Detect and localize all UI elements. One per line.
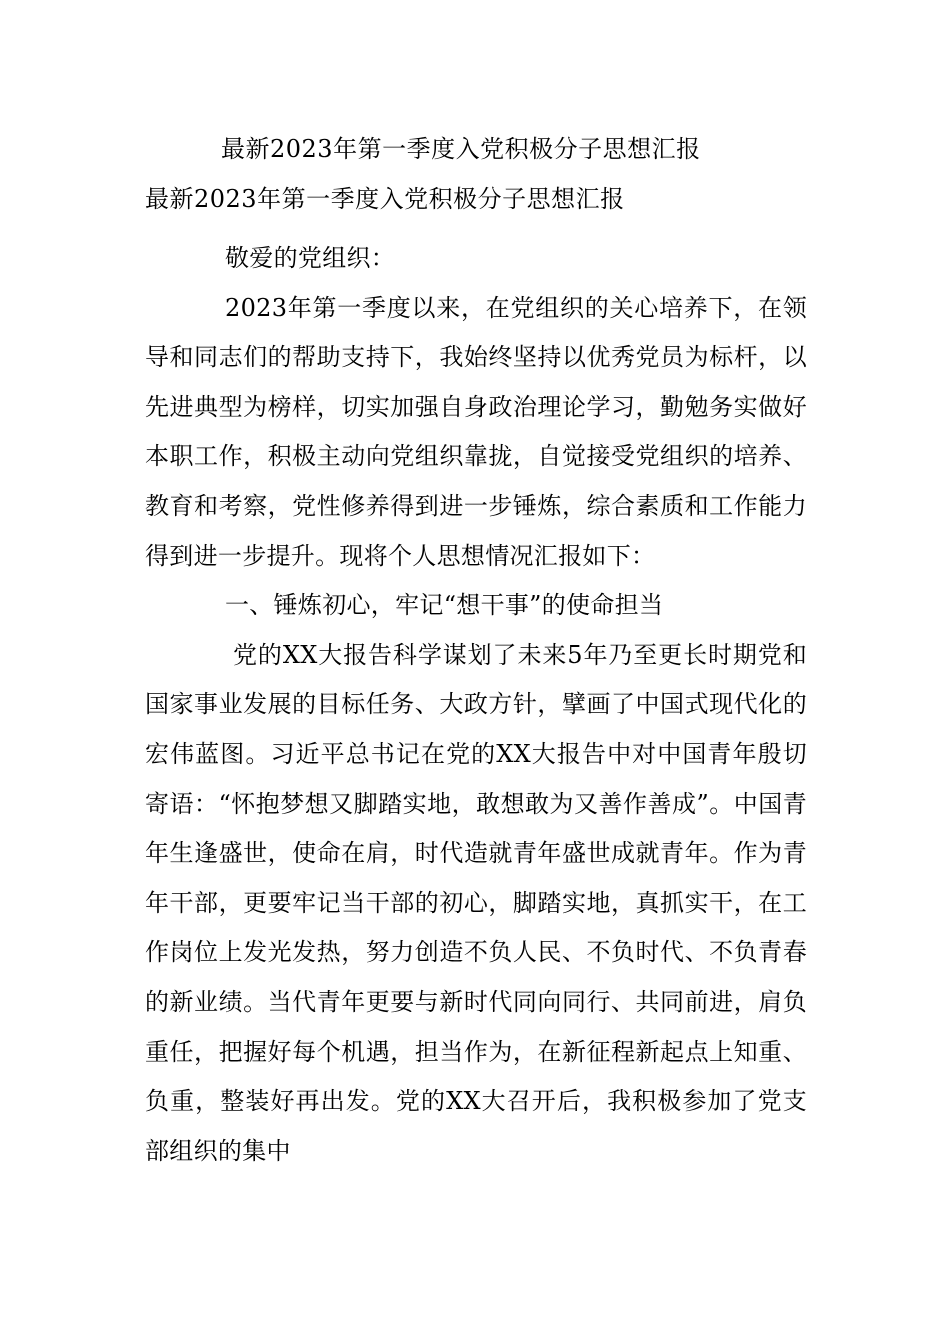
- document-body: [145, 234, 807, 1176]
- document-title: 最新2023年第一季度入党积极分子思想汇报: [221, 135, 701, 163]
- salutation: 敬爱的党组织：: [225, 244, 396, 272]
- document-subtitle: 最新2023年第一季度入党积极分子思想汇报: [145, 185, 625, 213]
- paragraph-intro: 2023年第一季度以来，在党组织的关心培养下，在领导和同志们的帮助支持下，我始终坚持以优秀党员为标杆，以先进典型为榜样，切实加强自身政治理论学习，勤勉务实做好本职工作，积极主动向党组织靠拢，自觉接受党组织的培养、教育和考察，党性修养得到进一步锤炼，综合素质和工作能力得到进一步提升。现将个人思想情况汇报如下：: [145, 293, 807, 570]
- paragraph-section-one: 党的XX大报告科学谋划了未来5年乃至更长时期党和国家事业发展的目标任务、大政方针，擘画了中国式现代化的宏伟蓝图。习近平总书记在党的XX大报告中对中国青年殷切寄语：“怀抱梦想又脚踏实地，敢想敢为又善作善成”。中国青年生逢盛世，使命在肩，时代造就青年盛世成就青年。作为青年干部，更要牢记当干部的初心，脚踏实地，真抓实干，在工作岗位上发光发热，努力创造不负人民、不负时代、不负青春的新业绩。当代青年更要与新时代同向同行、共同前进，肩负重任，把握好每个机遇，担当作为，在新征程新起点上知重、负重，整装好再出发。党的XX大召开后，我积极参加了党支部组织的集中: [145, 640, 807, 1165]
- section-heading: 一、锤炼初心，牢记“想干事”的使命担当: [225, 591, 664, 620]
